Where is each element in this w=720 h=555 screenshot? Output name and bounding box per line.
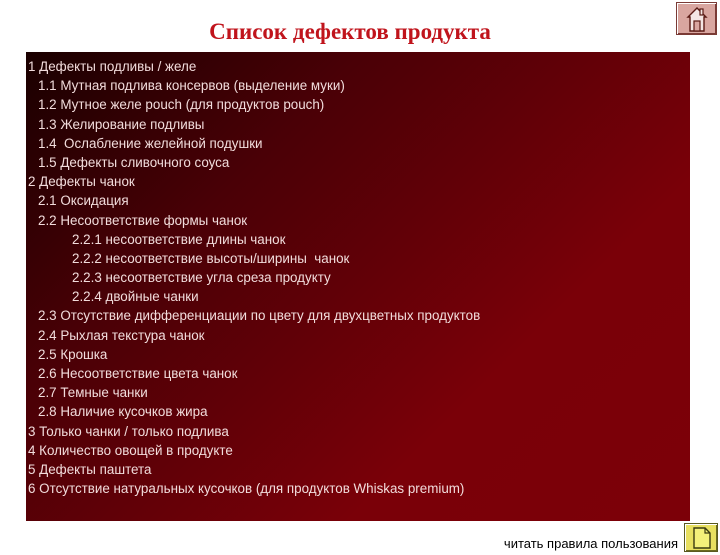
document-icon xyxy=(692,526,712,550)
list-item: 4 Количество овощей в продукте xyxy=(28,442,233,458)
list-item: 2 Дефекты чанок xyxy=(28,174,135,190)
list-item: 2.2.2 несоответствие высоты/ширины чанок xyxy=(72,250,350,266)
list-item: 2.3 Отсутствие дифференциации по цвету для двухцветных продуктов xyxy=(38,308,481,324)
list-item: 2.2.3 несоответствие угла среза продукту xyxy=(72,270,331,286)
list-item: 2.5 Крошка xyxy=(38,346,108,362)
list-item: 1.5 Дефекты сливочного соуса xyxy=(38,154,230,170)
list-item: 2.6 Несоответствие цвета чанок xyxy=(38,366,238,381)
list-item: 6 Отсутствие натуральных кусочков (для продуктов Whiskas premium) xyxy=(28,481,465,497)
defect-list-panel xyxy=(26,52,690,521)
page-title: Список дефектов продукта xyxy=(209,19,491,44)
list-item: 2.2.1 несоответствие длины чанок xyxy=(72,231,286,247)
list-item: 1 Дефекты подливы / желе xyxy=(28,59,197,74)
list-item: 1.2 Мутное желе pouch (для продуктов pouch) xyxy=(38,97,325,113)
list-item: 1.1 Мутная подлива консервов (выделение муки) xyxy=(38,78,345,94)
list-item: 2.4 Рыхлая текстура чанок xyxy=(38,327,205,343)
home-button[interactable] xyxy=(676,2,717,35)
list-item: 2.1 Оксидация xyxy=(38,193,129,209)
list-item: 5 Дефекты паштета xyxy=(28,461,152,477)
list-item: 2.7 Темные чанки xyxy=(38,385,148,401)
list-item: 1.3 Желирование подливы xyxy=(38,116,205,132)
list-item: 2.8 Наличие кусочков жира xyxy=(38,404,208,420)
rules-link[interactable]: читать правила пользования xyxy=(503,536,678,551)
home-icon xyxy=(686,6,708,33)
list-item: 1.4 Ослабление желейной подушки xyxy=(38,135,263,151)
rules-button[interactable] xyxy=(684,523,718,552)
list-item: 2.2.4 двойные чанки xyxy=(72,289,199,305)
list-item: 2.2 Несоответствие формы чанок xyxy=(38,212,248,228)
list-item: 3 Только чанки / только подлива xyxy=(28,423,229,439)
